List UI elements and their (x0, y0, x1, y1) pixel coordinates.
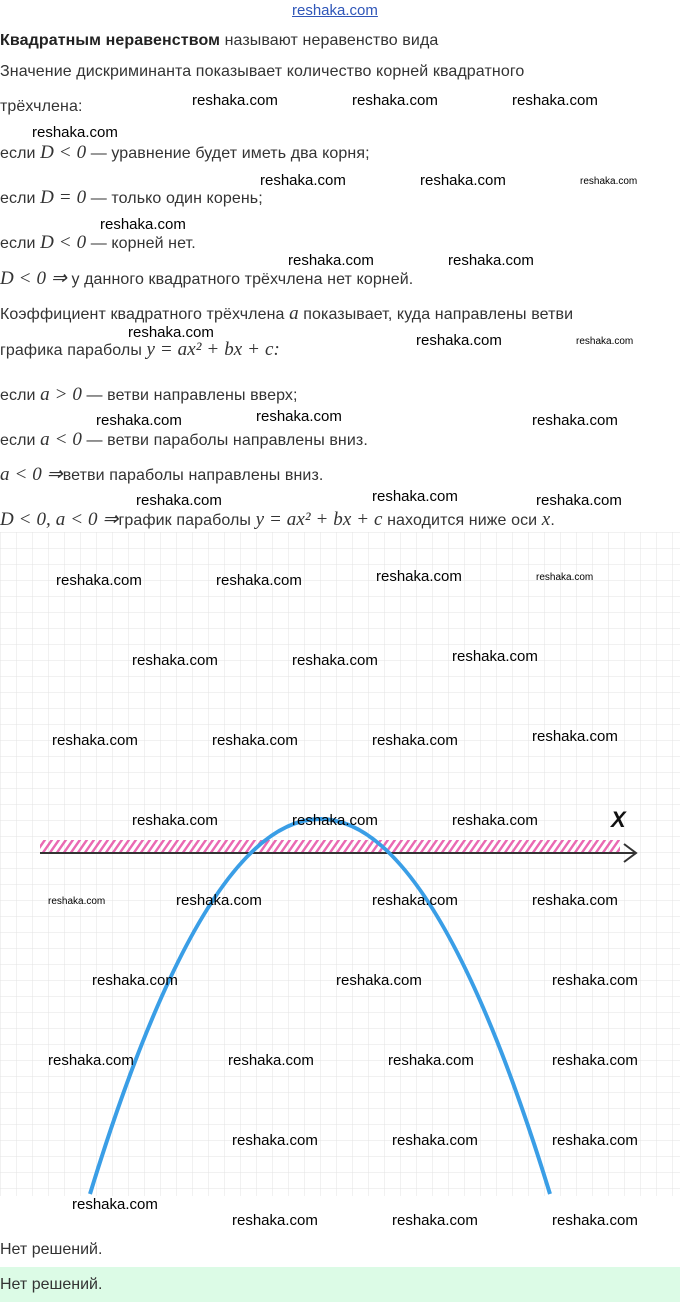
watermark-text: reshaka.com (260, 172, 346, 189)
watermark-text: reshaka.com (352, 92, 438, 109)
watermark-text: reshaka.com (52, 732, 138, 749)
watermark-text: reshaka.com (552, 1132, 638, 1149)
x-axis-label: X (611, 807, 626, 832)
watermark-text: reshaka.com (48, 1052, 134, 1069)
watermark-text: reshaka.com (388, 1052, 474, 1069)
case-no-roots: если D < 0 — корней нет. (0, 232, 196, 253)
watermark-text: reshaka.com (532, 892, 618, 909)
watermark-text: reshaka.com (92, 972, 178, 989)
coefficient-intro-cont: графика параболы y = ax² + bx + c: (0, 339, 280, 360)
case-one-root: если D = 0 — только один корень; (0, 187, 263, 208)
watermark-text: reshaka.com (232, 1132, 318, 1149)
watermark-text: reshaka.com (212, 732, 298, 749)
watermark-text: reshaka.com (536, 572, 594, 583)
watermark-text: reshaka.com (32, 124, 118, 141)
discriminant-intro-cont: трёхчлена: (0, 98, 83, 115)
watermark-text: reshaka.com (48, 896, 106, 907)
watermark-text: reshaka.com (536, 492, 622, 509)
watermark-text: reshaka.com (532, 728, 618, 745)
watermark-text: reshaka.com (216, 572, 302, 589)
watermark-text: reshaka.com (176, 892, 262, 909)
graph-svg (0, 532, 680, 1196)
watermark-text: reshaka.com (192, 92, 278, 109)
watermark-text: reshaka.com (448, 252, 534, 269)
watermark-text: reshaka.com (580, 176, 638, 187)
watermark-text: reshaka.com (100, 216, 186, 233)
watermark-text: reshaka.com (132, 652, 218, 669)
watermark-text: reshaka.com (576, 336, 634, 347)
watermark-text: reshaka.com (512, 92, 598, 109)
answer-box-text: Нет решений. (0, 1276, 103, 1293)
watermark-text: reshaka.com (392, 1132, 478, 1149)
discriminant-conclusion: D < 0 ⇒ у данного квадратного трёхчлена нет корней. (0, 268, 414, 289)
watermark-text: reshaka.com (232, 1212, 318, 1229)
watermark-text: reshaka.com (56, 572, 142, 589)
watermark-text: reshaka.com (372, 732, 458, 749)
definition-text: называют неравенство вида (220, 32, 439, 49)
final-conclusion: D < 0, a < 0 ⇒график параболы y = ax² + bx + c находится ниже оси x. (0, 509, 555, 530)
watermark-text: reshaka.com (452, 812, 538, 829)
hatched-region (40, 840, 620, 853)
coefficient-intro: Коэффициент квадратного трёхчлена a показывает, куда направлены ветви (0, 303, 574, 324)
parabola-graph (0, 532, 680, 1196)
watermark-text: reshaka.com (292, 812, 378, 829)
watermark-text: reshaka.com (552, 1052, 638, 1069)
watermark-text: reshaka.com (552, 1212, 638, 1229)
watermark-text: reshaka.com (336, 972, 422, 989)
grid-background (0, 532, 680, 1196)
term-bold: Квадратным неравенством (0, 32, 221, 49)
watermark-text: reshaka.com (128, 324, 214, 341)
watermark-text: reshaka.com (452, 648, 538, 665)
watermark-text: reshaka.com (420, 172, 506, 189)
watermark-text: reshaka.com (228, 1052, 314, 1069)
answer-box (0, 1267, 680, 1302)
answer-text: Нет решений. (0, 1241, 103, 1258)
discriminant-intro: Значение дискриминанта показывает количество корней квадратного (0, 63, 525, 80)
watermark-text: reshaka.com (372, 488, 458, 505)
watermark-text: reshaka.com (392, 1212, 478, 1229)
case-a-positive: если a > 0 — ветви направлены вверх; (0, 384, 298, 405)
watermark-text: reshaka.com (376, 568, 462, 585)
watermark-text: reshaka.com (72, 1196, 158, 1213)
watermark-text: reshaka.com (288, 252, 374, 269)
case-a-negative: если a < 0 — ветви параболы направлены вниз. (0, 429, 368, 450)
site-link[interactable]: reshaka.com (292, 2, 378, 19)
watermark-text: reshaka.com (292, 652, 378, 669)
coefficient-conclusion: a < 0 ⇒ветви параболы направлены вниз. (0, 464, 324, 485)
watermark-text: reshaka.com (552, 972, 638, 989)
definition-line (0, 32, 438, 50)
watermark-text: reshaka.com (372, 892, 458, 909)
watermark-text: reshaka.com (256, 408, 342, 425)
watermark-text: reshaka.com (96, 412, 182, 429)
watermark-text: reshaka.com (416, 332, 502, 349)
watermark-text: reshaka.com (132, 812, 218, 829)
case-two-roots: если D < 0 — уравнение будет иметь два корня; (0, 142, 370, 163)
watermark-text: reshaka.com (532, 412, 618, 429)
watermark-text: reshaka.com (136, 492, 222, 509)
